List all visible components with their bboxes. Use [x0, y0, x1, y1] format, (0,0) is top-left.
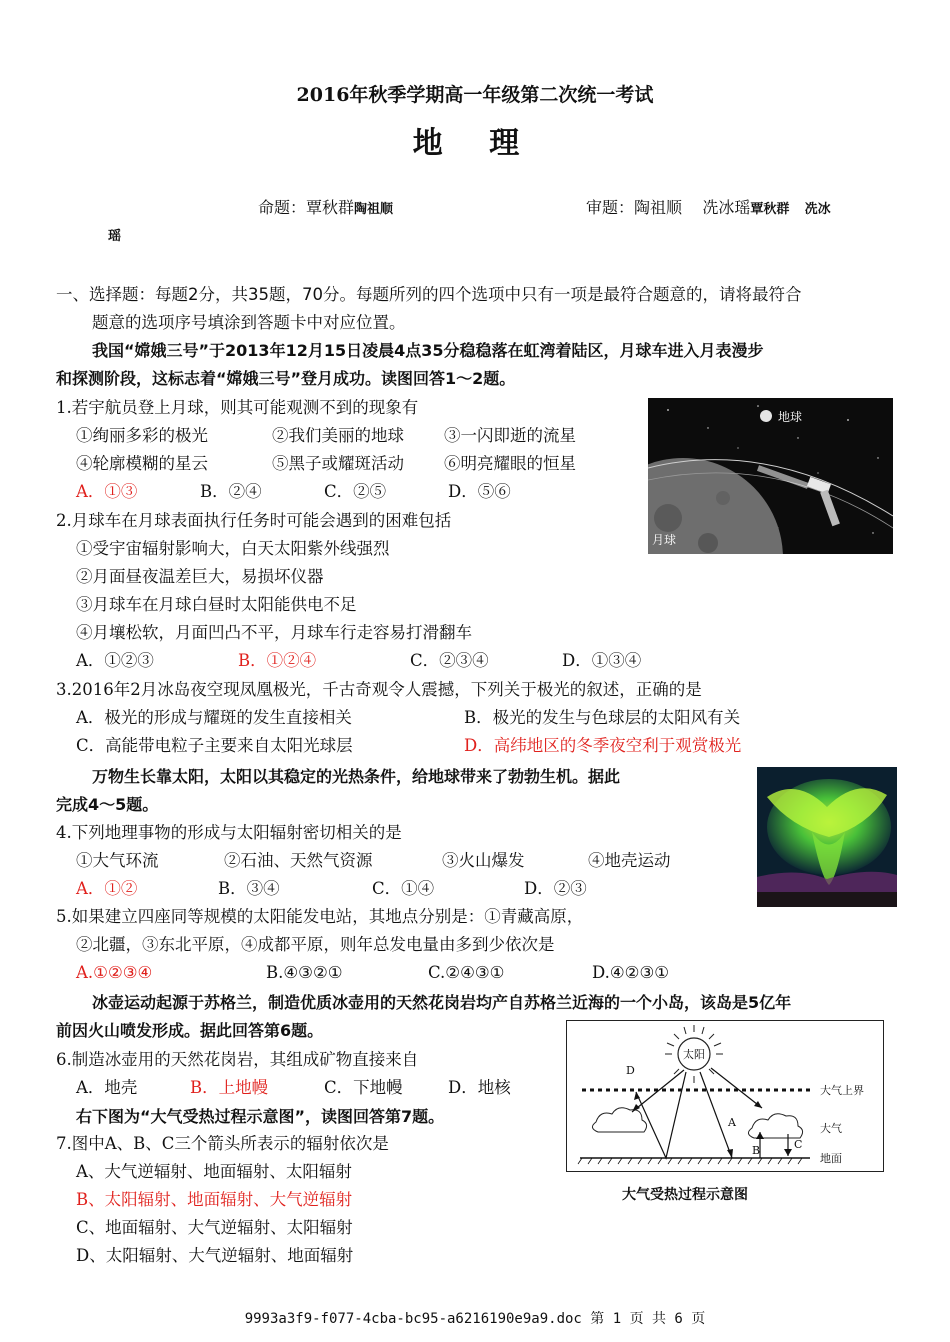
q3-option-b: B．极光的发生与色球层的太阳风有关	[464, 708, 741, 727]
setter-label: 命题：	[258, 198, 307, 217]
q7-stem: 7.图中A、B、C三个箭头所表示的辐射依次是	[56, 1134, 389, 1153]
aurora-figure	[757, 767, 897, 907]
q4-stem: 4.下列地理事物的形成与太阳辐射密切相关的是	[56, 823, 402, 842]
q2-item1: ①受宇宙辐射影响大，白天太阳紫外线强烈	[76, 539, 390, 558]
q5-option-b: B.④③②①	[266, 963, 343, 982]
page-footer: 9993a3f9-f077-4cba-bc95-a6216190e9a9.doc 第 1 页 共 6 页	[244, 1311, 706, 1327]
q6-option-d: D．地核	[448, 1078, 511, 1097]
reviewer-small3: 瑶	[108, 229, 122, 244]
moon-figure-svg	[648, 398, 893, 554]
intro2-line1: 万物生长靠太阳，太阳以其稳定的光热条件，给地球带来了勃勃生机。据此	[92, 767, 621, 786]
q1-option-c: C．②⑤	[324, 482, 387, 501]
q7-option-a: A、大气逆辐射、地面辐射、太阳辐射	[76, 1162, 352, 1181]
q3-stem: 3.2016年2月冰岛夜空现凤凰极光，千古奇观令人震撼，下列关于极光的叙述，正确的是	[56, 680, 702, 699]
q4-item1: ①大气环流	[76, 851, 159, 870]
q5-stem: 5.如果建立四座同等规模的太阳能发电站，其地点分别是：①青藏高原，	[56, 907, 584, 926]
moon-label: 月球	[652, 533, 677, 547]
q2-item4: ④月壤松软，月面凹凸不平，月球车行走容易打滑翻车	[76, 623, 472, 642]
atmosphere-label: 大气	[820, 1122, 842, 1135]
q2-stem: 2.月球车在月球表面执行任务时可能会遇到的困难包括	[56, 511, 452, 530]
q4-option-a: A．①②	[76, 879, 138, 898]
intro3-line1: 冰壶运动起源于苏格兰，制造优质冰壶用的天然花岗岩均产自苏格兰近海的一个小岛，该岛是5亿年	[92, 993, 792, 1012]
q1-item2: ②我们美丽的地球	[272, 426, 404, 445]
q4-item4: ④地壳运动	[588, 851, 671, 870]
reviewer-small1: 覃秋群	[750, 202, 790, 217]
earth-icon	[760, 410, 772, 422]
q2-item3: ③月球车在月球白昼时太阳能供电不足	[76, 595, 357, 614]
q1-option-a: A．①③	[76, 482, 138, 501]
reviewer-wrap	[108, 225, 121, 244]
q4-option-d: D．②③	[524, 879, 587, 898]
upper-boundary-label: 大气上界	[820, 1084, 864, 1097]
intro1-line2: 和探测阶段，这标志着“嫦娥三号”登月成功。读图回答1～2题。	[56, 369, 516, 388]
section-heading-2: 题意的选项序号填涂到答题卡中对应位置。	[92, 313, 406, 332]
reviewer-small2: 冼冰	[804, 202, 831, 217]
q4-option-c: C．①④	[372, 879, 435, 898]
section-heading-1: 一、选择题：每题2分，共35题，70分。每题所列的四个选项中只有一项是最符合题意的，请将最符合	[56, 285, 802, 304]
moon-figure	[648, 398, 893, 554]
q7-option-d: D、太阳辐射、大气逆辐射、地面辐射	[76, 1246, 354, 1265]
q4-item2: ②石油、天然气资源	[224, 851, 373, 870]
q5-option-d: D.④②③①	[592, 963, 670, 982]
q1-option-d: D．⑤⑥	[448, 482, 511, 501]
q3-option-c: C．高能带电粒子主要来自太阳光球层	[76, 736, 353, 755]
q2-item2: ②月面昼夜温差巨大，易损坏仪器	[76, 567, 324, 586]
q4-option-b: B．③④	[218, 879, 280, 898]
label-a: A	[728, 1116, 736, 1129]
q2-option-b: B．①②④	[238, 651, 317, 670]
atmosphere-caption: 大气受热过程示意图	[622, 1187, 748, 1203]
q6-option-c: C．下地幔	[324, 1078, 403, 1097]
subject-title: 地 理	[412, 126, 538, 161]
q6-option-b: B．上地幔	[190, 1078, 269, 1097]
q1-option-b: B．②④	[200, 482, 262, 501]
atmosphere-diagram	[566, 1020, 884, 1172]
q1-stem: 1.若宇航员登上月球，则其可能观测不到的现象有	[56, 398, 419, 417]
intro4-line1: 右下图为“大气受热过程示意图”，读图回答第7题。	[76, 1107, 445, 1126]
q7-option-b: B、太阳辐射、地面辐射、大气逆辐射	[76, 1190, 353, 1209]
q3-option-a: A．极光的形成与耀斑的发生直接相关	[76, 708, 352, 727]
label-d: D	[626, 1064, 635, 1077]
q2-option-d: D．①③④	[562, 651, 642, 670]
atmosphere-diagram-svg	[566, 1020, 884, 1172]
exam-title: 2016年秋季学期高一年级第二次统一考试	[296, 84, 654, 106]
intro1-line1: 我国“嫦娥三号”于2013年12月15日凌晨4点35分稳稳落在虹湾着陆区，月球车进入月表漫步	[92, 341, 764, 360]
label-b: B	[752, 1144, 761, 1157]
q4-item3: ③火山爆发	[442, 851, 525, 870]
q2-option-a: A．①②③	[76, 651, 154, 670]
aurora-figure-svg	[757, 767, 897, 907]
q5-option-c: C.②④③①	[428, 963, 505, 982]
earth-label: 地球	[778, 410, 803, 424]
q6-stem: 6.制造冰壶用的天然花岗岩，其组成矿物直接来自	[56, 1050, 419, 1069]
reviewer-name: 陶祖顺	[634, 198, 683, 217]
setter-small: 陶祖顺	[354, 202, 394, 217]
q2-option-c: C．②③④	[410, 651, 489, 670]
q1-item6: ⑥明亮耀眼的恒星	[444, 454, 576, 473]
q5-option-a: A.①②③④	[76, 963, 153, 982]
intro3-line2: 前因火山喷发形成。据此回答第6题。	[56, 1021, 324, 1040]
reviewer-label: 审题：	[586, 198, 635, 217]
q3-option-d: D．高纬地区的冬季夜空利于观赏极光	[464, 736, 742, 755]
intro2-line2: 完成4～5题。	[56, 795, 159, 814]
reviewer-extra: 冼冰瑶	[702, 198, 751, 217]
q1-item4: ④轮廓模糊的星云	[76, 454, 208, 473]
q1-item3: ③一闪即逝的流星	[444, 426, 576, 445]
reviewer-line	[586, 195, 831, 218]
q7-option-c: C、地面辐射、大气逆辐射、太阳辐射	[76, 1218, 353, 1237]
q1-item1: ①绚丽多彩的极光	[76, 426, 208, 445]
q5-stem2: ②北疆，③东北平原，④成都平原，则年总发电量由多到少依次是	[76, 935, 555, 954]
q1-item5: ⑤黑子或耀斑活动	[272, 454, 404, 473]
q6-option-a: A．地壳	[76, 1078, 138, 1097]
setter-name: 覃秋群	[306, 198, 355, 217]
setter-line	[258, 195, 393, 218]
label-c: C	[794, 1138, 803, 1151]
sun-label: 太阳	[683, 1048, 705, 1061]
ground-label: 地面	[820, 1152, 842, 1165]
